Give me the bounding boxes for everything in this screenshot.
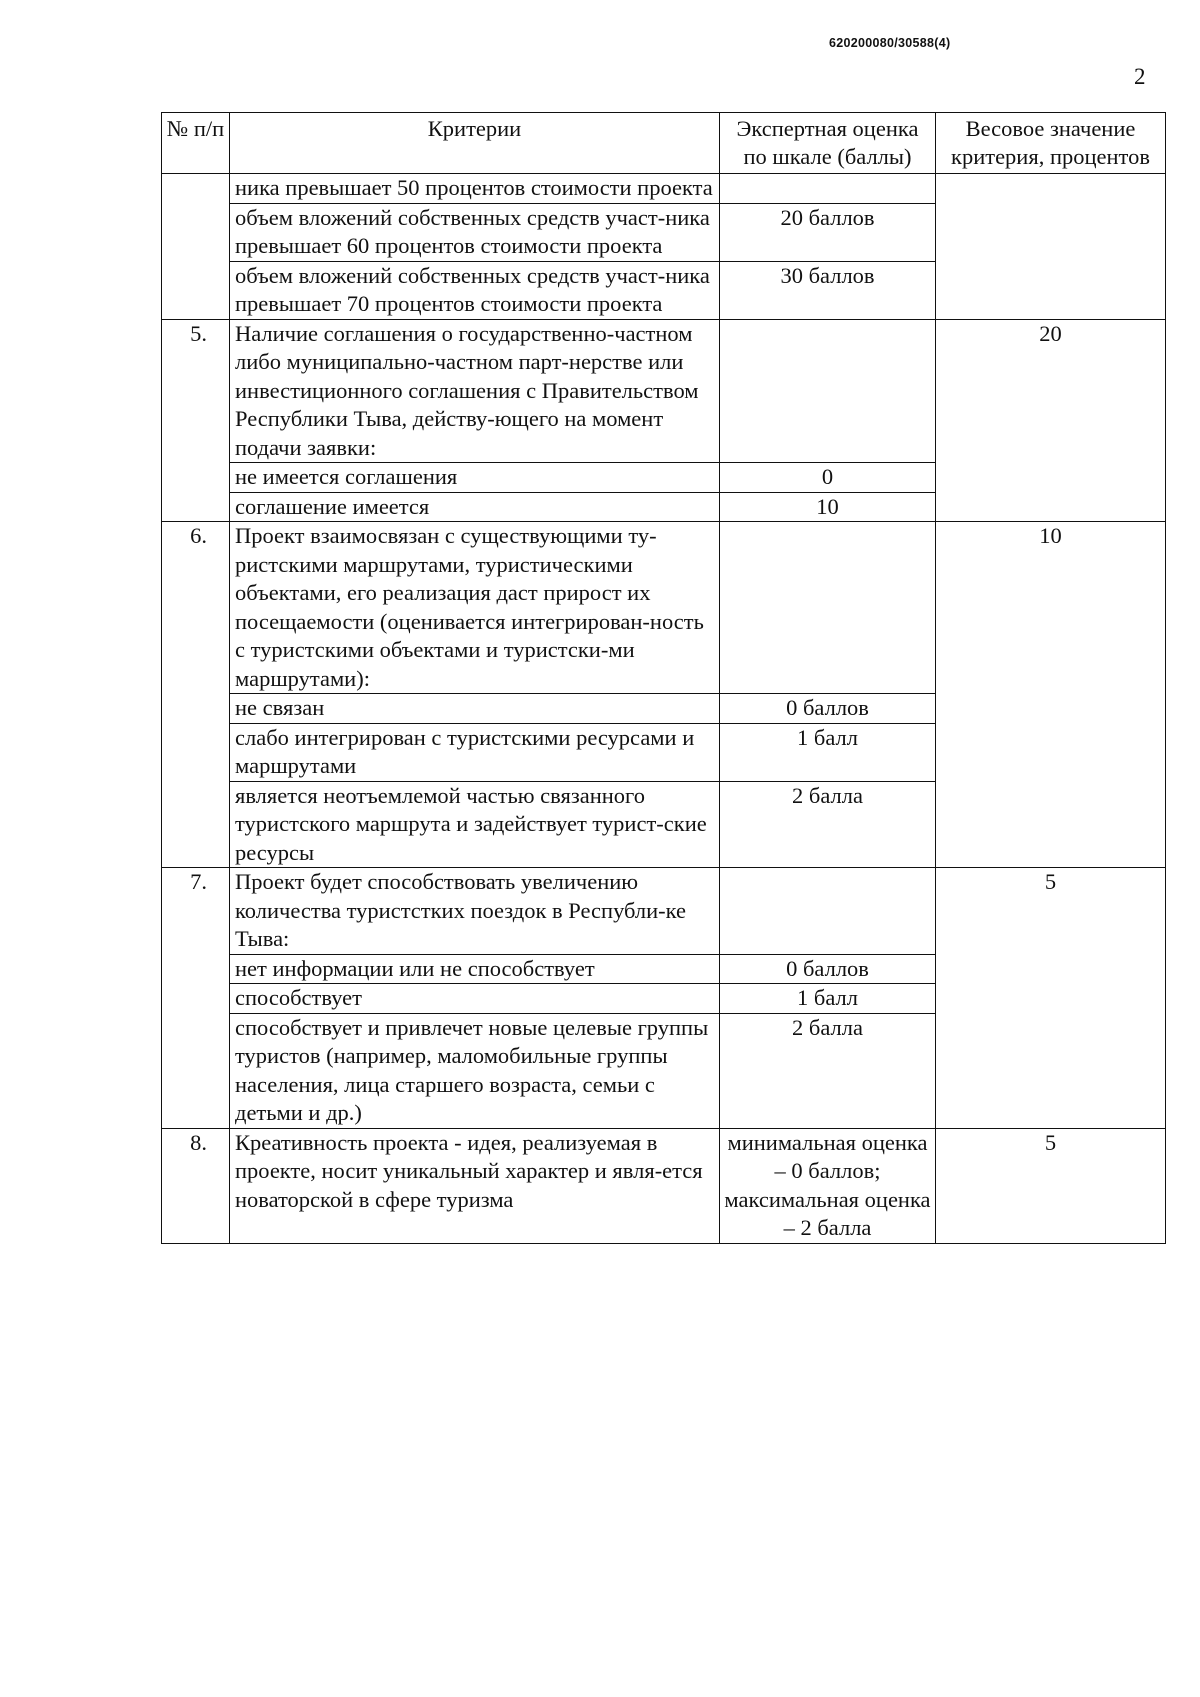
table-row xyxy=(162,319,1166,463)
criteria-cell: объем вложений собственных средств участ-ника превышает 60 процентов стоимости проекта xyxy=(230,203,720,261)
criteria-cell: Проект будет способствовать увеличению количества туристстких поездок в Республи-ке Тыва: xyxy=(230,868,720,955)
document-id: 620200080/30588(4) xyxy=(829,36,951,50)
table-row xyxy=(162,174,1166,204)
criteria-cell: является неотъемлемой частью связанного туристского маршрута и задействует турист-ские ресурсы xyxy=(230,781,720,868)
score-cell: 10 xyxy=(720,492,936,522)
criteria-cell: объем вложений собственных средств участ-ника превышает 70 процентов стоимости проекта xyxy=(230,261,720,319)
criteria-cell: Проект взаимосвязан с существующими ту-ристскими маршрутами, туристическими объектами, его реализация даст прирост их посещаемости (оценивается интегрирован-ность с туристскими объектами и туристски-ми маршрутами): xyxy=(230,522,720,694)
header-criteria: Критерии xyxy=(230,113,720,174)
criteria-cell: соглашение имеется xyxy=(230,492,720,522)
criteria-cell: слабо интегрирован с туристскими ресурсами и маршрутами xyxy=(230,723,720,781)
criteria-cell: способствует и привлечет новые целевые группы туристов (например, маломобильные группы населения, лица старшего возраста, семьи с детьми и др.) xyxy=(230,1013,720,1128)
score-cell: 20 баллов xyxy=(720,203,936,261)
score-cell: 0 баллов xyxy=(720,954,936,984)
score-cell xyxy=(720,522,936,694)
weight-cell xyxy=(936,174,1166,320)
weight-cell: 10 xyxy=(936,522,1166,868)
score-cell: 2 балла xyxy=(720,781,936,868)
criteria-cell: способствует xyxy=(230,984,720,1014)
header-num: № п/п xyxy=(162,113,230,174)
table-row xyxy=(162,1128,1166,1243)
table-row xyxy=(162,868,1166,955)
page-number: 2 xyxy=(1134,64,1146,89)
criteria-cell: не имеется соглашения xyxy=(230,463,720,493)
score-cell: 2 балла xyxy=(720,1013,936,1128)
header-score: Экспертная оценка по шкале (баллы) xyxy=(720,113,936,174)
header-weight: Весовое значение критерия, процентов xyxy=(936,113,1166,174)
weight-cell: 20 xyxy=(936,319,1166,522)
score-cell xyxy=(720,868,936,955)
score-cell: 1 балл xyxy=(720,984,936,1014)
criteria-cell: Наличие соглашения о государственно-частном либо муниципально-частном парт-нерстве или инвестиционного соглашения с Правительством Республики Тыва, действу-ющего на момент подачи заявки: xyxy=(230,319,720,463)
criteria-cell: не связан xyxy=(230,694,720,724)
table-row xyxy=(162,522,1166,694)
weight-cell: 5 xyxy=(936,1128,1166,1243)
row-number: 5. xyxy=(162,319,230,522)
row-number: 8. xyxy=(162,1128,230,1243)
score-cell xyxy=(720,174,936,204)
criteria-table xyxy=(161,112,1166,1244)
score-cell: минимальная оценка – 0 баллов; максимальная оценка – 2 балла xyxy=(720,1128,936,1243)
weight-cell: 5 xyxy=(936,868,1166,1129)
score-cell: 0 баллов xyxy=(720,694,936,724)
row-number: 6. xyxy=(162,522,230,868)
score-cell xyxy=(720,319,936,463)
criteria-cell: нет информации или не способствует xyxy=(230,954,720,984)
score-cell: 30 баллов xyxy=(720,261,936,319)
row-num-cell xyxy=(162,174,230,320)
score-cell: 0 xyxy=(720,463,936,493)
score-cell: 1 балл xyxy=(720,723,936,781)
table-header-row xyxy=(162,113,1166,174)
criteria-cell: ника превышает 50 процентов стоимости проекта xyxy=(230,174,720,204)
criteria-cell: Креативность проекта - идея, реализуемая в проекте, носит уникальный характер и явля-ется новаторской в сфере туризма xyxy=(230,1128,720,1243)
row-number: 7. xyxy=(162,868,230,1129)
